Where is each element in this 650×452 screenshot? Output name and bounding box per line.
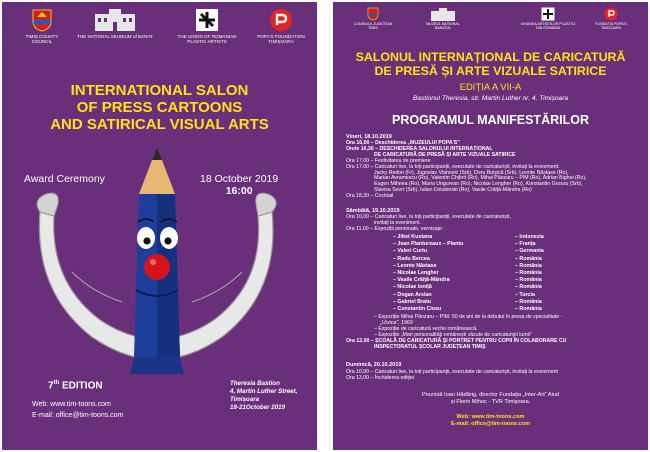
poster-title xyxy=(333,50,648,78)
day-heading-sunday: Duminică, 20.10.2019 xyxy=(346,362,402,368)
schedule-line: invitați la eveniment. xyxy=(374,219,421,226)
english-poster xyxy=(2,2,317,450)
logo-caption-line: TIMIȘOARA xyxy=(601,26,621,31)
exhibitor-name: – Leonte Năstase xyxy=(393,262,437,269)
logo-caption-line: BANATUL xyxy=(434,26,452,31)
schedule-line: Ora 17,00 – Festivitatea de premiere xyxy=(346,157,431,164)
popas-foundation-icon xyxy=(604,7,618,21)
artists-union-icon xyxy=(541,7,555,21)
presenters xyxy=(333,392,648,406)
schedule-line: Ora 10,00 – Caricaturi live, la toți participanții, executate de caricaturiști, xyxy=(346,214,511,220)
poster-title-line: OF PRESS CARTOONS xyxy=(76,99,243,116)
venue-line: Timișoara xyxy=(230,396,260,403)
day-heading-friday: Vineri, 18.10.2019 xyxy=(346,134,392,140)
venue-address: Bastionul Theresia, str. Martin Luther nr. 4, Timișoara xyxy=(412,95,569,102)
email-text: E-mail: office@tim-toons.com xyxy=(32,412,124,419)
logo-caption-line: PLASTIC ARTISTS xyxy=(187,39,227,45)
venue-line: 18-21October 2019 xyxy=(230,404,286,411)
exhibitor-name: – Nicolae Ioniță xyxy=(393,284,432,291)
county-crest-icon xyxy=(367,7,379,21)
edition-label: EDIȚIA A VII-A xyxy=(459,82,522,93)
logo-caption-line: MUZEUL NAȚIONAL xyxy=(426,22,460,27)
exhibitor-country: – România xyxy=(515,270,542,277)
program-heading: PROGRAMUL MANIFESTĂRILOR xyxy=(392,113,589,127)
venue-line: 4, Martin Luther Street, xyxy=(230,388,298,395)
schedule-line: INSPECTORATUL ȘCOLAR JUDEȚEAN TIMIȘ xyxy=(374,343,486,350)
logo-caption-line: THE UNION OF ROMANIAN xyxy=(177,34,237,39)
edition-label xyxy=(48,380,103,391)
schedule-line: – Expoziție Mihai Pânzaru – PIM: 50 de ani de la debutul în presa de specialitate - xyxy=(374,314,563,320)
logo-popas-foundation xyxy=(585,7,637,31)
presenter-line: Prezintă Ioan Hădărig, director Fundația „Inter-Art” Aiud xyxy=(421,392,560,398)
website-text: Web: www.tim-toons.com xyxy=(456,414,525,420)
schedule-line: – Expoziție „Mari personalități românești văzute de caricaturiști lumii” xyxy=(374,331,532,338)
schedule-line: Orele 16,30 – DESCHIDEREA SALONULUI INTERNAȚIONAL xyxy=(346,145,493,152)
logo-national-museum xyxy=(70,8,160,39)
friday-schedule xyxy=(346,141,641,200)
logo-county-council xyxy=(347,7,399,31)
schedule-line: Ora 18,30 – Cocktail xyxy=(346,193,394,200)
exhibitor-name: – Jean Plantureaux – Plantu xyxy=(393,241,464,248)
exhibitor-name: – Radu Bercea xyxy=(393,255,430,262)
logo-caption-line: COUNCIL xyxy=(31,39,53,45)
popas-foundation-icon xyxy=(269,8,293,32)
exhibitor-country: – România xyxy=(515,262,542,269)
exhibitor-name: – Constantin Ciosu xyxy=(393,306,442,313)
logo-artists-union xyxy=(167,8,247,45)
exhibitor-name: – Jiltet Kustana xyxy=(393,234,433,240)
schedule-line: Ora 13,00 – Închiderea ediției xyxy=(346,374,415,381)
exhibitor-name: – Gabriel Bratu xyxy=(393,298,431,305)
exhibitor-country: – Franța xyxy=(515,241,536,248)
exhibitor-country: – Turcia xyxy=(515,291,535,298)
schedule-line: DE CARICATURĂ DE PRESĂ ȘI ARTE VIZUALE SATIRICE xyxy=(374,151,516,158)
schedule-line: Ora 17,00 – Caricaturi live, la toți participanții, executate de caricaturiști, invitați la eveniment: xyxy=(346,163,560,170)
email-text: E-mail: office@tim-toons.com xyxy=(450,420,531,427)
logo-caption-line: DIN ROMÂNIA xyxy=(536,26,560,31)
award-ceremony-label: Award Ceremony xyxy=(24,173,105,185)
saturday-schedule-intro xyxy=(346,215,641,233)
logo-caption-line: THE NATIONAL MUSEUM of BANAT xyxy=(77,34,153,39)
schedule-line: Ora 11,00 – Expoziții personale, vernisaje: xyxy=(346,225,444,232)
exhibitor-country: – România xyxy=(515,298,542,305)
exhibitor-country: – Germania xyxy=(515,248,544,255)
venue-line: Theresia Bastion xyxy=(230,380,280,387)
romanian-program-poster xyxy=(333,2,648,450)
schedule-line: Slavisa Sevrt (Srb), Iulian Dziubinski (Ro), Vasile Crăiță-Mândra (Ro) xyxy=(374,187,532,194)
ceremony-date: 18 October 2019 xyxy=(200,173,279,185)
website-text: Web: www.tim-toons.com xyxy=(32,401,111,408)
exhibitor-name: – Valeri Curtu xyxy=(393,248,428,255)
ceremony-time: 16:00 xyxy=(225,185,253,197)
exhibitor-country: – România xyxy=(515,255,542,262)
exhibitor-name: – Nicolae Lengher xyxy=(393,270,439,277)
poster-title-line: INTERNATIONAL SALON xyxy=(70,82,249,99)
venue-info xyxy=(230,380,297,412)
exhibitor-name: – Vasile Crăiță-Mândra xyxy=(393,277,450,284)
edition-number: 7 xyxy=(48,380,54,392)
logo-caption-line: TIMIȘOARA xyxy=(268,39,294,45)
schedule-line: „Urzica”, 1969 xyxy=(380,319,413,326)
day-heading-saturday: Sâmbătă, 19.10.2019 xyxy=(346,208,400,214)
museum-building-icon xyxy=(93,8,137,32)
poster-title-line: AND SATIRICAL VISUAL ARTS xyxy=(50,116,269,133)
schedule-line: Marian Avramescu (Ro), Valentin Chibrit (Ro), Mihai Pânzaru – PIM (Ro), Adrian Bighei (Ro), xyxy=(374,175,587,182)
exhibitor-country: – România xyxy=(515,306,542,313)
poster-title xyxy=(2,82,317,133)
contact-info xyxy=(333,414,648,428)
schedule-line: Eugen Mihnea (Ro), Maria Ungurean (Ro), Nicolae Lengher (Ro), Konstantin Grossu (Srb), xyxy=(374,181,583,188)
logo-caption-line: FUNDAȚIA POPA'S xyxy=(595,22,627,27)
schedule-line: Jacky Redon (Fr), Jugoslav Vlahović (Srb), Doru Boișică (Srb), Leonte Năstase (Ro), xyxy=(374,169,569,176)
edition-suffix: th xyxy=(53,380,60,386)
schedule-line: – Expoziție de caricatură veche românească. xyxy=(374,325,478,332)
logo-artists-union xyxy=(517,7,579,31)
poster-title-line: DE PRESĂ ȘI ARTE VIZUALE SATIRICE xyxy=(374,64,607,78)
logo-caption-line: TIMIȘ xyxy=(368,26,378,31)
edition-word: EDITION xyxy=(59,380,103,392)
poster-title-line: SALONUL INTERNAȚIONAL DE CARICATURĂ xyxy=(355,50,626,64)
pencil-illustration xyxy=(130,147,184,374)
exhibitor-countries xyxy=(515,234,585,313)
logo-caption-line: UNIUNEA ARTIȘTILOR PLASTICI xyxy=(520,22,576,27)
artists-union-icon xyxy=(195,8,219,32)
pencil-clown-illustration xyxy=(32,142,282,377)
exhibitor-name: – Dogan Arslan xyxy=(393,291,432,298)
schedule-line: Ora 16,00 – Deschiderea „MUZEULUI POPA'S” xyxy=(346,140,460,146)
exhibitor-country: – România xyxy=(515,277,542,284)
logo-national-museum xyxy=(417,7,469,31)
presenter-line: și Florin Mihoc - TVR Timișoara. xyxy=(450,398,531,405)
logo-popas-foundation xyxy=(247,8,315,45)
logo-county-council xyxy=(6,8,78,45)
schedule-line: Ora 12,00 – ȘCOALĂ DE CARICATURĂ ȘI PORTRET PENTRU COPII ÎN COLABORARE CU xyxy=(346,337,567,344)
logo-caption-line: CONSILIUL JUDEȚEAN xyxy=(353,22,393,27)
exhibitor-names xyxy=(393,234,503,313)
county-crest-icon xyxy=(32,8,52,32)
exhibitor-country: – România xyxy=(515,284,542,291)
sunday-schedule xyxy=(346,370,641,382)
exhibitor-country: – Indonezia xyxy=(515,234,544,240)
saturday-schedule-extra xyxy=(346,315,641,350)
logo-caption-line: TIMIȘ COUNTY xyxy=(25,34,59,39)
schedule-line: Ora 10,00 – Caricaturi live, la toți participanții, executate de caricaturiști, invitați la eveniment xyxy=(346,369,558,375)
museum-building-icon xyxy=(430,7,456,21)
logo-caption-line: POPA'S FOUNDATION xyxy=(257,34,305,39)
